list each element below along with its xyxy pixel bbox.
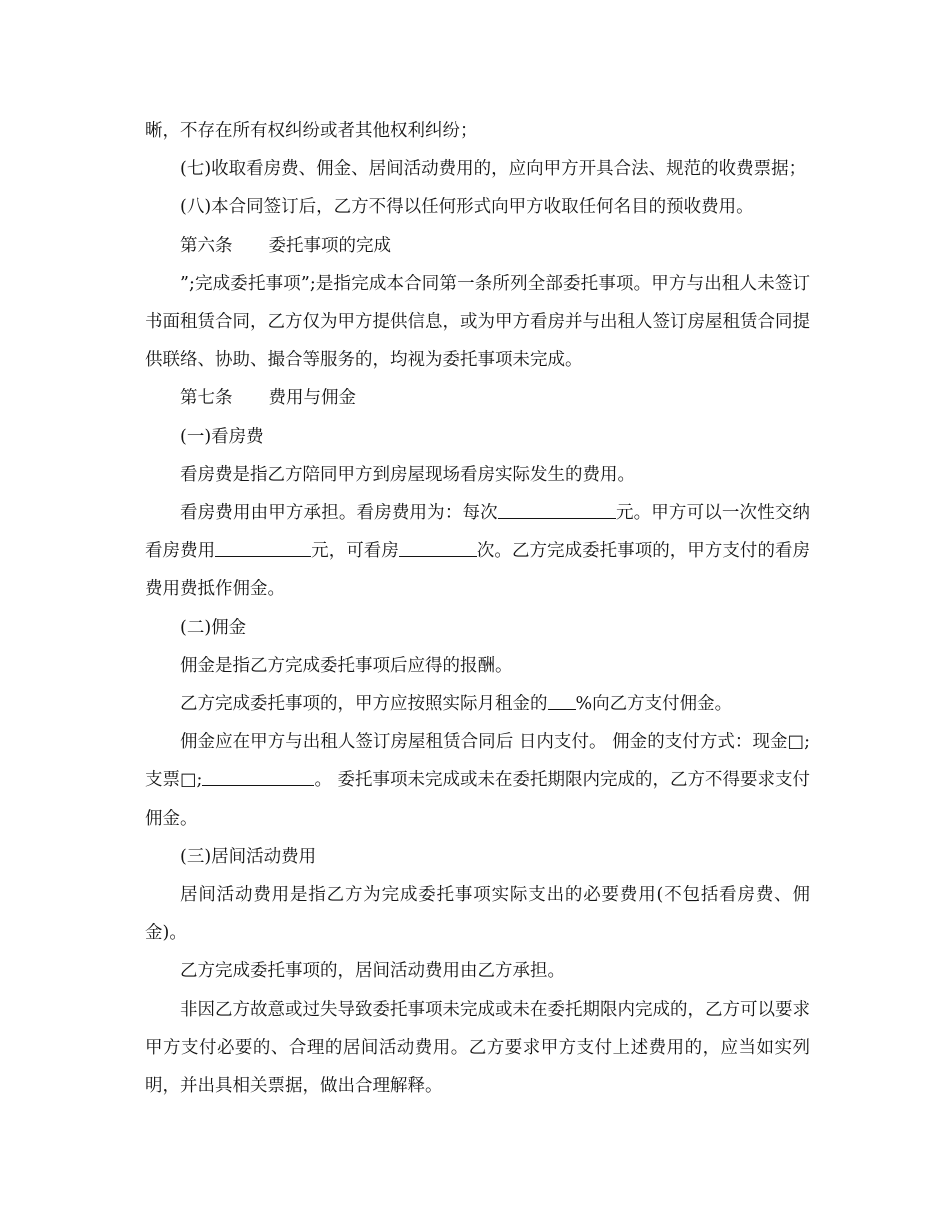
commission-definition: 佣金是指乙方完成委托事项后应得的报酬。 [180,655,513,676]
article-7-number: 第七条 [180,388,233,409]
article-6-title: 委托事项的完成 [268,235,391,256]
paragraph-ownership: 晰，不存在所有权纠纷或者其他权利纠纷； [145,121,478,141]
section-1-title: (一)看房费 [180,426,264,447]
brokerage-expense-borne: 乙方完成委托事项的，居间活动费用由乙方承担。 [180,961,565,982]
viewing-fee-definition: 看房费是指乙方陪同甲方到房屋现场看房实际发生的费用。 [180,464,635,485]
brokerage-expense-definition: 居间活动费用是指乙方为完成委托事项实际支出的必要费用(不包括看房费、佣金)。 [145,885,810,944]
brokerage-expense-claim: 非因乙方故意或过失导致委托事项未完成或未在委托期限内完成的，乙方可以要求甲方支付必要的、合理的居间活动费用。乙方要求甲方支付上述费用的，应当如实列明，并出具相关票据，做出合理解释。 [145,999,810,1097]
article-7-heading [145,379,810,417]
commission-percent-blank[interactable] [548,691,576,710]
article-6-heading [145,227,810,265]
fee-per-visit-blank[interactable] [498,500,616,519]
section-2-title: (二)佣金 [180,617,247,638]
article-7-title: 费用与佣金 [268,388,356,409]
commission-rate: 乙方完成委托事项的，甲方应按照实际月租金的 %向乙方支付佣金。 [145,685,810,723]
lump-sum-fee-blank[interactable] [215,538,311,557]
commission-payment: 佣金应在甲方与出租人签订房屋租赁合同后 日内支付。 佣金的支付方式：现金□;支票□; 。 委托事项未完成或未在委托期限内完成的，乙方不得要求支付佣金。 [145,732,810,829]
clause-7-receipts: (七)收取看房费、佣金、居间活动费用的，应向甲方开具合法、规范的收费票据； [180,159,807,180]
article-6-definition: ”;完成委托事项”;是指完成本合同第一条所列全部委托事项。甲方与出租人未签订书面租赁合同，乙方仅为甲方提供信息，或为甲方看房并与出租人签订房屋租赁合同提供联络、协助、撮合等服务的，均视为委托事项未完成。 [145,273,810,371]
document-body [145,112,810,1105]
section-3-title: (三)居间活动费用 [180,846,317,867]
payment-method-other-blank[interactable] [202,767,314,786]
clause-8-no-prepayment: (八)本合同签订后，乙方不得以任何形式向甲方收取任何名目的预收费用。 [180,197,754,218]
visit-count-blank[interactable] [399,538,477,557]
viewing-fee-terms: 看房费用由甲方承担。看房费用为：每次 元。甲方可以一次性交纳看房费用 元，可看房 次。乙方完成委托事项的，甲方支付的看房费用费抵作佣金。 [145,494,810,609]
article-6-number: 第六条 [180,235,233,256]
